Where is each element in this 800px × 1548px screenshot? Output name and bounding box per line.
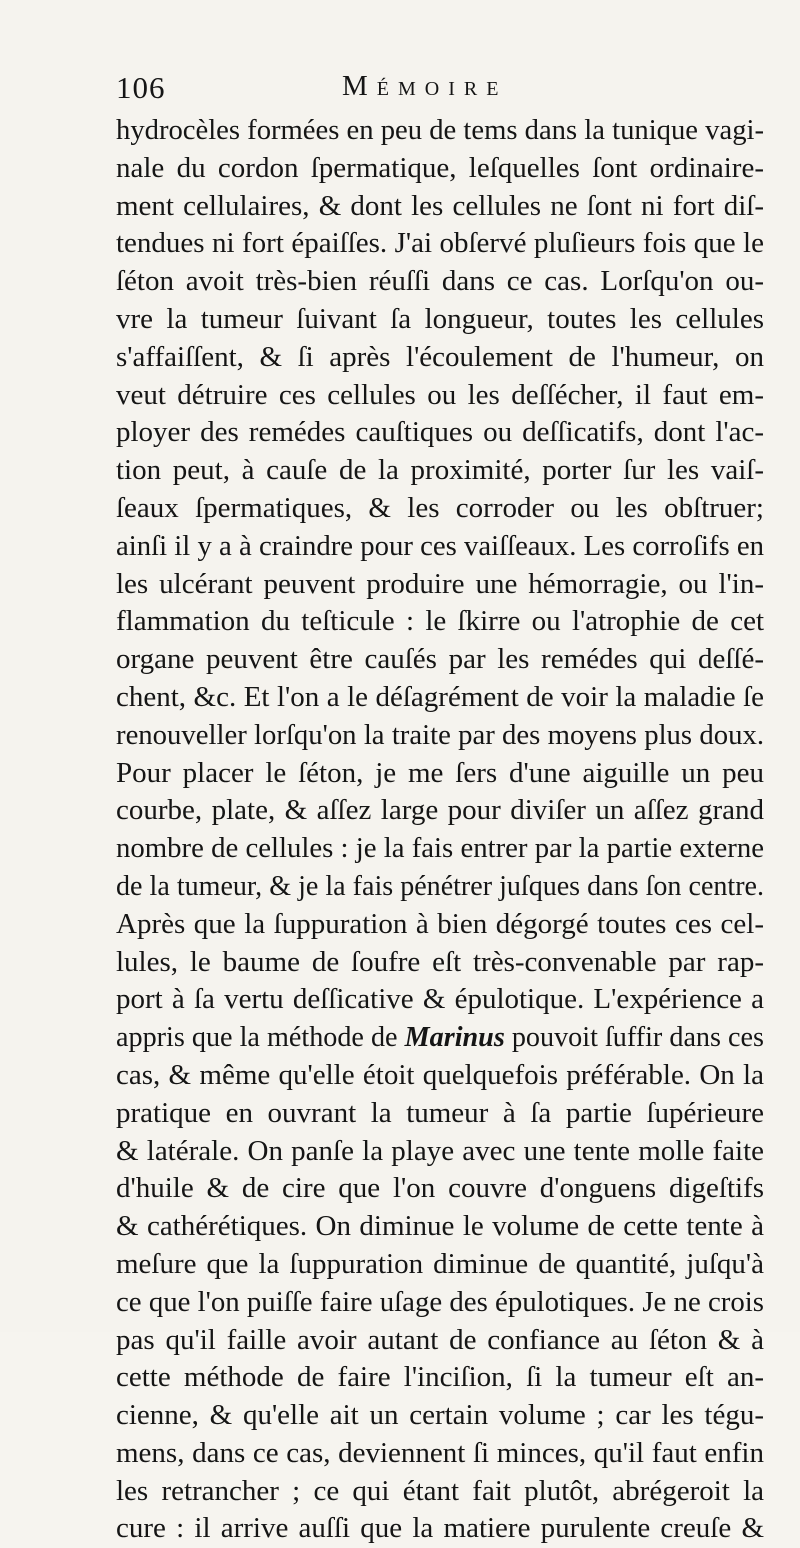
text-line: ainſi il y a à craindre pour ces vaiſſeaux. Les corroſifs en	[116, 529, 764, 562]
text-line: de la tumeur, & je la fais pénétrer juſques dans ſon centre.	[116, 870, 764, 902]
text-line: nale du cordon ſpermatique, leſquelles ſont ordinaire-	[116, 151, 764, 184]
text-line: s'affaiſſent, & ſi après l'écoulement de l'humeur, on	[116, 340, 764, 373]
text-line: veut détruire ces cellules ou les deſſécher, il faut em-	[116, 378, 764, 411]
text-line: cette méthode de faire l'inciſion, ſi la tumeur eſt an-	[116, 1361, 764, 1394]
text-line: les ulcérant peuvent produire une hémorragie, ou l'in-	[116, 567, 764, 600]
text-line: cure : il arrive auſſi que la matiere purulente creuſe &	[116, 1512, 764, 1545]
author-name: Marinus	[404, 1022, 505, 1054]
text-line: nombre de cellules : je la fais entrer par la partie externe	[116, 832, 764, 865]
text-segment: pouvoit ſuffir dans ces	[504, 1022, 764, 1054]
text-line: & latérale. On panſe la playe avec une tente molle faite	[116, 1134, 764, 1167]
text-line: port à ſa vertu deſſicative & épulotique. L'expérience a	[116, 983, 764, 1016]
text-line: & cathérétiques. On diminue le volume de cette tente à	[116, 1210, 764, 1243]
text-line: hydrocèles formées en peu de tems dans la tunique vagi-	[116, 114, 764, 146]
text-line: tion peut, à cauſe de la proximité, porter ſur les vaiſ-	[116, 454, 764, 487]
text-line: lules, le baume de ſoufre eſt très-convenable par rap-	[116, 945, 764, 978]
text-line: Après que la ſuppuration à bien dégorgé toutes ces cel-	[116, 907, 764, 940]
text-line: pratique en ouvrant la tumeur à ſa partie ſupérieure	[116, 1096, 764, 1129]
text-line: les retrancher ; ce qui étant fait plutôt, abrégeroit la	[116, 1474, 764, 1507]
text-line: pas qu'il faille avoir autant de confiance au ſéton & à	[116, 1323, 764, 1356]
running-head: Mémoire	[342, 70, 508, 102]
text-line: flammation du teſticule : le ſkirre ou l'atrophie de cet	[116, 605, 764, 638]
text-line: ployer des remédes cauſtiques ou deſſicatifs, dont l'ac-	[116, 416, 764, 449]
text-line: cienne, & qu'elle ait un certain volume ; car les tégu-	[116, 1399, 764, 1432]
text-line	[116, 1019, 764, 1057]
text-line: renouveller lorſqu'on la traite par des moyens plus doux.	[116, 718, 764, 751]
text-line: Pour placer le ſéton, je me ſers d'une aiguille un peu	[116, 756, 764, 789]
text-line: ment cellulaires, & dont les cellules ne ſont ni fort diſ-	[116, 189, 764, 222]
text-segment: appris que la méthode de	[116, 1022, 405, 1054]
text-line: d'huile & de cire que l'on couvre d'onguens digeſtifs	[116, 1172, 764, 1205]
text-line: ſéton avoit très-bien réuſſi dans ce cas. Lorſqu'on ou-	[116, 265, 764, 298]
text-line: mens, dans ce cas, deviennent ſi minces, qu'il faut enfin	[116, 1436, 764, 1469]
text-line: organe peuvent être cauſés par les remédes qui deſſé-	[116, 643, 764, 676]
page-number: 106	[116, 70, 166, 105]
text-line: meſure que la ſuppuration diminue de quantité, juſqu'à	[116, 1247, 764, 1280]
text-line: vre la tumeur ſuivant ſa longueur, toutes les cellules	[116, 302, 764, 335]
text-line: ſeaux ſpermatiques, & les corroder ou les obſtruer;	[116, 491, 764, 524]
text-line: courbe, plate, & aſſez large pour diviſer un aſſez grand	[116, 794, 764, 827]
text-line: tendues ni fort épaiſſes. J'ai obſervé pluſieurs fois que le	[116, 227, 764, 260]
text-line: chent, &c. Et l'on a le déſagrément de voir la maladie ſe	[116, 680, 764, 713]
body-text	[116, 112, 764, 1548]
page-header	[116, 70, 780, 110]
text-line: ce que l'on puiſſe faire uſage des épulotiques. Je ne crois	[116, 1285, 764, 1318]
text-line: cas, & même qu'elle étoit quelquefois préférable. On la	[116, 1058, 764, 1091]
